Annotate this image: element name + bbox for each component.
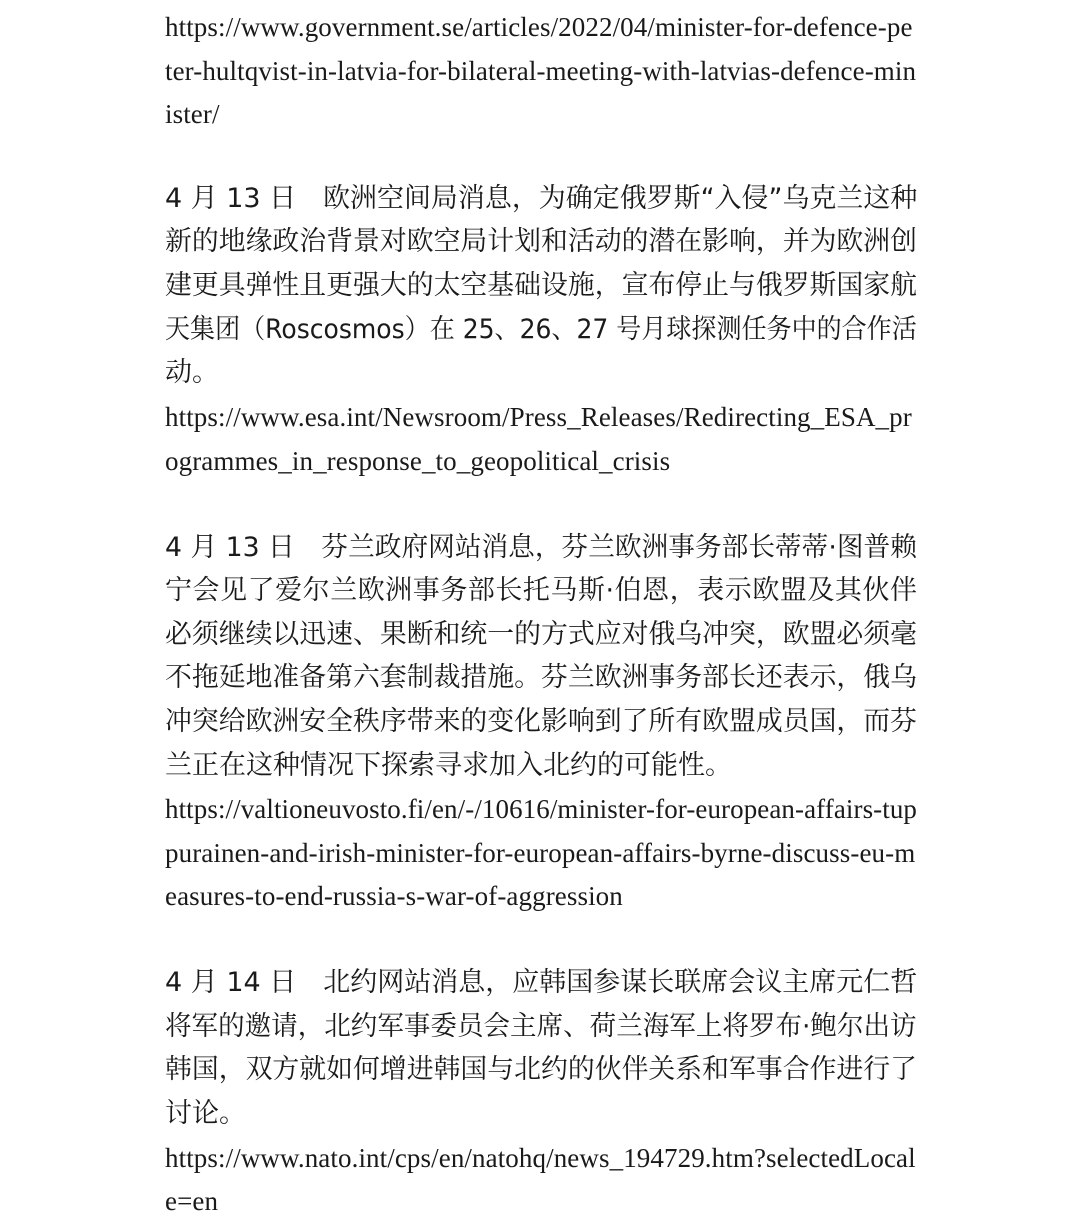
paragraph-line	[165, 184, 917, 214]
url-line[interactable]	[165, 56, 917, 86]
url-line[interactable]	[165, 1143, 917, 1173]
paragraph-line	[165, 751, 917, 781]
paragraph-line	[165, 968, 917, 998]
paragraph-line	[165, 533, 917, 563]
paragraph-line	[165, 576, 917, 606]
paragraph-text: 4 月 13 日 芬兰政府网站消息，芬兰欧洲事务部长蒂蒂·图普赖	[165, 532, 917, 563]
paragraph-text: 建更具弹性且更强大的太空基础设施，宣布停止与俄罗斯国家航	[165, 270, 917, 301]
paragraph-line	[165, 1055, 917, 1085]
paragraph-text: 必须继续以迅速、果断和统一的方式应对俄乌冲突，欧盟必须毫	[165, 619, 917, 650]
url-text[interactable]: https://www.esa.int/Newsroom/Press_Releases/Redirecting_ESA_pr	[165, 402, 912, 432]
url-text[interactable]: https://valtioneuvosto.fi/en/-/10616/minister-for-european-affairs-tup	[165, 794, 918, 824]
paragraph-text: 4 月 13 日 欧洲空间局消息，为确定俄罗斯“入侵”乌克兰这种	[165, 183, 918, 214]
paragraph-text: 4 月 14 日 北约网站消息，应韩国参谋长联席会议主席元仁哲	[165, 967, 918, 998]
paragraph-text: 韩国，双方就如何增进韩国与北约的伙伴关系和军事合作进行了	[165, 1054, 917, 1085]
paragraph-line	[165, 1099, 917, 1129]
url-text[interactable]: ister/	[165, 99, 220, 129]
paragraph-line	[165, 663, 917, 693]
paragraph-line	[165, 620, 917, 650]
paragraph-line	[165, 315, 917, 345]
paragraph-text: 不拖延地准备第六套制裁措施。芬兰欧洲事务部长还表示，俄乌	[165, 662, 917, 693]
paragraph-line	[165, 227, 917, 257]
url-text[interactable]: e=en	[165, 1186, 219, 1216]
paragraph-text: 兰正在这种情况下探索寻求加入北约的可能性。	[165, 750, 732, 781]
paragraph-text: 冲突给欧洲安全秩序带来的变化影响到了所有欧盟成员国，而芬	[165, 706, 917, 737]
url-text[interactable]: https://www.nato.int/cps/en/natohq/news_194729.htm?selectedLocal	[165, 1143, 916, 1173]
url-text[interactable]: purainen-and-irish-minister-for-european-affairs-byrne-discuss-eu-m	[165, 838, 916, 868]
url-line[interactable]	[165, 838, 917, 868]
paragraph-text: 天集团（Roscosmos）在 25、26、27 号月球探测任务中的合作活	[165, 314, 917, 345]
paragraph-line	[165, 707, 917, 737]
url-text[interactable]: https://www.government.se/articles/2022/04/minister-for-defence-pe	[165, 12, 913, 42]
url-text[interactable]: ogrammes_in_response_to_geopolitical_crisis	[165, 446, 671, 476]
paragraph-text: 宁会见了爱尔兰欧洲事务部长托马斯·伯恩，表示欧盟及其伙伴	[165, 575, 917, 606]
url-line[interactable]	[165, 794, 917, 824]
url-text[interactable]: ter-hultqvist-in-latvia-for-bilateral-meeting-with-latvias-defence-min	[165, 56, 917, 86]
paragraph-line	[165, 358, 917, 388]
url-text[interactable]: easures-to-end-russia-s-war-of-aggression	[165, 881, 623, 911]
url-line[interactable]	[165, 12, 917, 42]
paragraph-text: 动。	[165, 357, 219, 388]
paragraph-text: 讨论。	[165, 1098, 246, 1129]
url-line[interactable]	[165, 1186, 917, 1216]
url-line[interactable]	[165, 402, 917, 432]
url-line[interactable]	[165, 99, 917, 129]
url-line[interactable]	[165, 881, 917, 911]
paragraph-line	[165, 271, 917, 301]
paragraph-text: 将军的邀请，北约军事委员会主席、荷兰海军上将罗布·鲍尔出访	[165, 1011, 917, 1042]
paragraph-line	[165, 1012, 917, 1042]
url-line[interactable]	[165, 446, 917, 476]
paragraph-text: 新的地缘政治背景对欧空局计划和活动的潜在影响，并为欧洲创	[165, 226, 917, 257]
